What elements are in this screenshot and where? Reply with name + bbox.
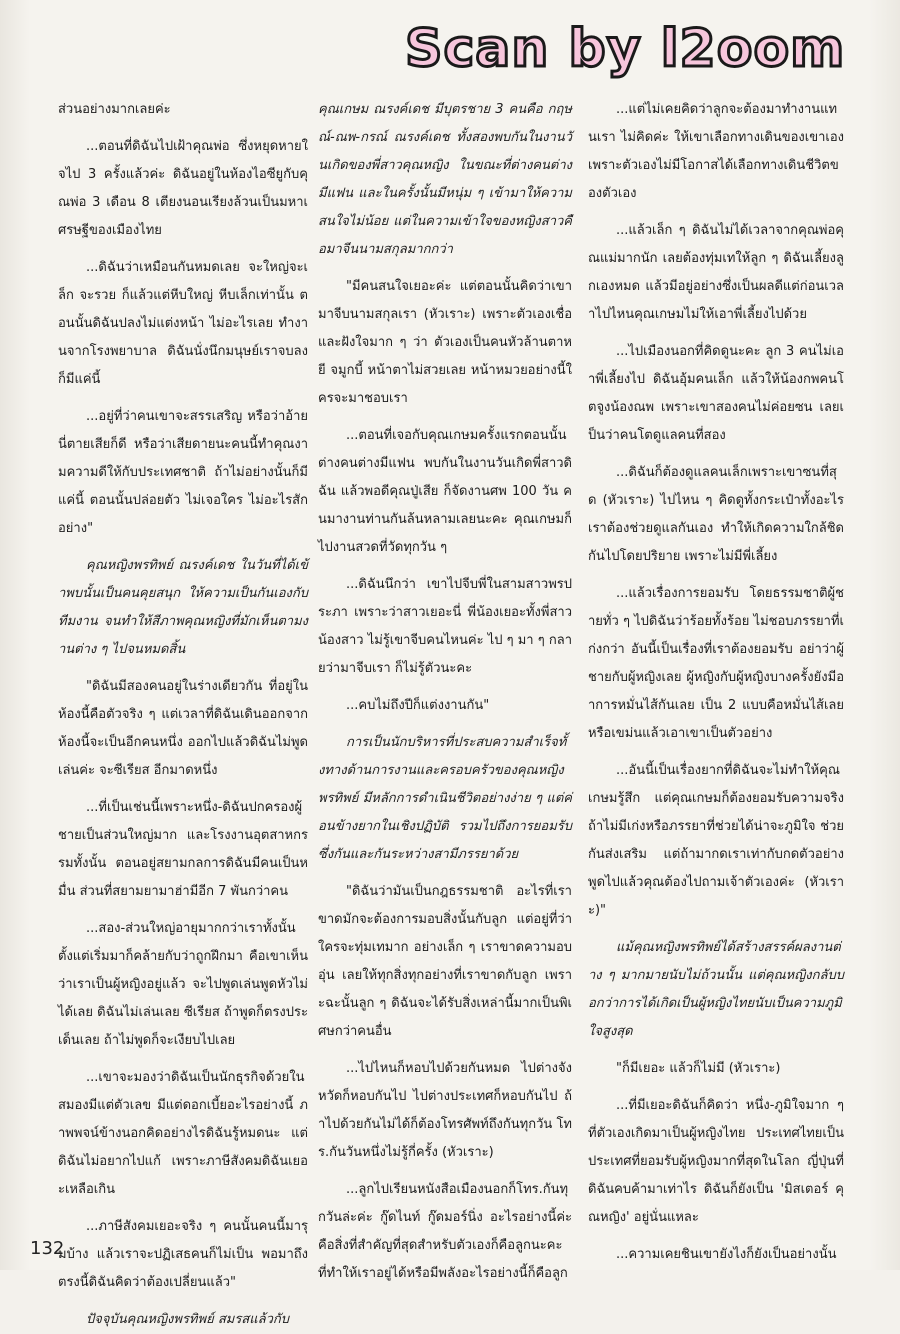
paragraph: ...ลูกไปเรียนหนังสือเมืองนอกก็โทร.กันทุกวันล่ะค่ะ กู๊ดไนท์ กู๊ดมอร์นิ่ง อะไรอย่างนี้ค่ะ คือสิ่งที่สำคัญที่สุดสำหรับตัวเองก็คือลูกนะคะ ที่ทำให้เราอยู่ได้หรือมีพลังอะไรอย่างนี้ก็คือลูก <box>318 1182 572 1281</box>
scan-watermark: Scan by l2oom <box>405 19 846 79</box>
paragraph: ...แล้วเล็ก ๆ ดิฉันไม่ได้เวลาจากคุณพ่อคุณแม่มากนัก เลยต้องทุ่มเทให้ลูก ๆ ดิฉันเลี้ยงลูกเองหมด แล้วมีอยู่อย่างซึ่งเป็นผลดีแต่ก่อนเวลาไปไหนคุณเกษมไม่ให้เอาพี่เลี้ยงไปด้วย <box>588 223 844 322</box>
paragraph: แม้คุณหญิงพรทิพย์ได้สร้างสรรค์ผลงานต่าง ๆ มากมายนับไม่ถ้วนนั้น แต่คุณหญิงกลับบอกว่าการได้เกิดเป็นผู้หญิงไทยนับเป็นความภูมิใจสูงสุด <box>588 940 844 1039</box>
paragraph: ...สอง-ส่วนใหญ่อายุมากกว่าเราทั้งนั้น ตั้งแต่เริ่มมาก็คล้ายกับว่าถูกฝึกมา คือเขาเห็นว่าเราเป็นผู้หญิงอยู่แล้ว จะไปพูดเล่นพูดหัวไม่ได้เลย ดิฉันไม่เล่นเลย ซีเรียส ถ้าพูดก็ตรงประเด็นเลย ถ้าไม่พูดก็จะเงียบไปเลย <box>58 921 308 1048</box>
page-number: 132 <box>30 1238 65 1259</box>
paragraph: ส่วนอย่างมากเลยค่ะ <box>58 102 171 117</box>
paragraph: ...ดิฉันว่าเหมือนกันหมดเลย จะใหญ่จะเล็ก จะรวย ก็แล้วแต่หีบใหญ่ หีบเล็กเท่านั้น ตอนนั้นดิฉันปลงไม่แต่งหน้า ไม่อะไรเลย ทำงานจากโรงพยาบาล ดิฉันนั่งนึกมนุษย์เราจบลงก็มีแค่นี้ <box>58 260 308 387</box>
paragraph: คุณหญิงพรทิพย์ ณรงค์เดช ในวันที่ได้เข้าพบนั้นเป็นคนคุยสนุก ให้ความเป็นกันเองกับทีมงาน จนทำให้สีภาพคุณหญิงที่มักเห็นตามงานต่าง ๆ ไปจนหมดสิ้น <box>58 558 308 657</box>
paragraph: ...อันนี้เป็นเรื่องยากที่ดิฉันจะไม่ทำให้คุณเกษมรู้สึก แต่คุณเกษมก็ต้องยอมรับความจริง ถ้าไม่มีเก่งหรือภรรยาที่ช่วยได้น่าจะภูมิใจ ช่วยกันส่งเสริม แต่ถ้ามากดเราเท่ากับกดตัวอย่าง พูดไปแล้วคุณต้องไปถามเจ้าตัวเองค่ะ (หัวเราะ)" <box>588 763 844 918</box>
paragraph: ...ความเคยชินเขายังไงก็ยังเป็นอย่างนั้น <box>616 1247 837 1262</box>
paragraph: ...อยู่ที่ว่าคนเขาจะสรรเสริญ หรือว่าอ้ายนี่ตายเสียก็ดี หรือว่าเสียดายนะคนนี้ทำคุณงามความดีให้กับประเทศชาติ ถ้าไม่อย่างนั้นก็มีแค่นี้ ตอนนั้นปล่อยตัว ไม่เจอใคร ไม่อะไรสักอย่าง" <box>58 409 308 536</box>
paragraph: ...ไปเมืองนอกที่คิดดูนะคะ ลูก 3 คนไม่เอาพี่เลี้ยงไป ดิฉันอุ้มคนเล็ก แล้วให้น้องกพคนโตจูงน้องณพ เพราะเขาสองคนไม่ค่อยซน เลยเป็นว่าคนโตดูแลคนที่สอง <box>588 344 844 443</box>
paragraph: "ดิฉันว่ามันเป็นกฎธรรมชาติ อะไรที่เราขาดมักจะต้องการมอบสิ่งนั้นกับลูก แต่อยู่ที่ว่าใครจะทุ่มเทมาก อย่างเล็ก ๆ เราขาดความอบอุ่น เลยให้ทุกสิ่งทุกอย่างที่เราขาดกับลูก เพราะฉะนั้นลูก ๆ ดิฉันจะได้รับสิ่งเหล่านี้มากเป็นพิเศษกว่าคนอื่น <box>318 884 572 1039</box>
paragraph: "ก็มีเยอะ แล้วก็ไม่มี (หัวเราะ) <box>616 1061 781 1076</box>
paragraph: "ดิฉันมีสองคนอยู่ในร่างเดียวกัน ที่อยู่ในห้องนี้คือตัวจริง ๆ แต่เวลาที่ดิฉันเดินออกจากห้องนี้จะเป็นอีกคนหนึ่ง ออกไปแล้วดิฉันไม่พูดเล่นค่ะ จะซีเรียส อีกมาดหนึ่ง <box>58 679 308 778</box>
paragraph: "มีคนสนใจเยอะค่ะ แต่ตอนนั้นคิดว่าเขามาจีบนามสกุลเรา (หัวเราะ) เพราะตัวเองเชื่อและฝังใจมาก ๆ ว่า ตัวเองเป็นคนหัวล้านตาหยี จมูกบี้ หน้าตาไม่สวยเลย หน้าหมวยอย่างนี้ใครจะมาชอบเรา <box>318 279 572 406</box>
text-column-1 <box>58 96 308 1327</box>
paragraph: ...ดิฉันก็ต้องดูแลคนเล็กเพราะเขาซนที่สุด (หัวเราะ) ไปไหน ๆ คิดดูทั้งกระเป๋าทั้งอะไร เราต้องช่วยดูแลกันเอง ทำให้เกิดความใกล้ชิดกันไปโดยปริยาย เพราะไม่มีพี่เลี้ยง <box>588 465 844 564</box>
paragraph: ...ที่มีเยอะดิฉันก็คิดว่า หนึ่ง-ภูมิใจมาก ๆ ที่ตัวเองเกิดมาเป็นผู้หญิงไทย ประเทศไทยเป็นประเทศที่ยอมรับผู้หญิงมากที่สุดในโลก ญี่ปุ่นที่ดิฉันคบค้ามาเท่าไร ดิฉันก็ยังเป็น 'มิสเตอร์ คุณหญิง' อยู่นั่นแหละ <box>588 1098 844 1225</box>
paragraph: ...ที่เป็นเช่นนี้เพราะหนึ่ง-ดิฉันปกครองผู้ชายเป็นส่วนใหญ่มาก และโรงงานอุตสาหกรรมทั้งนั้น ตอนอยู่สยามกลการดิฉันมีคนเป็นหมื่น ส่วนที่สยามยามาฮ่ามีอีก 7 พันกว่าคน <box>58 800 308 899</box>
paragraph: ปัจจุบันคุณหญิงพรทิพย์ สมรสแล้วกับ <box>86 1312 290 1327</box>
text-column-2 <box>318 96 572 1281</box>
paragraph: ...เขาจะมองว่าดิฉันเป็นนักธุรกิจด้วยในสมองมีแต่ตัวเลข มีแต่ดอกเบี้ยอะไรอย่างนี้ ภาพพจน์ข้างนอกคิดอย่างไรดิฉันรู้หมดนะ แต่ดิฉันไม่อยากไปแก้ เพราะภาษีสังคมดิฉันเยอะเหลือเกิน <box>58 1070 308 1197</box>
paragraph: การเป็นนักบริหารที่ประสบความสำเร็จทั้งทางด้านการงานและครอบครัวของคุณหญิงพรทิพย์ มีหลักการดำเนินชีวิตอย่างง่าย ๆ แต่ค่อนข้างยากในเชิงปฏิบัติ รวมไปถึงการยอมรับซึ่งกันและกันระหว่างสามีภรรยาด้วย <box>318 735 572 862</box>
paragraph: ...ตอนที่เจอกับคุณเกษมครั้งแรกตอนนั้นต่างคนต่างมีแฟน พบกันในงานวันเกิดพี่สาวดิฉัน แล้วพอดีคุณปู่เสีย ก็จัดงานศพ 100 วัน คนมางานท่านกันล้นหลามเลยนะคะ คุณเกษมก็ไปงานสวดที่วัดทุกวัน ๆ <box>318 428 572 555</box>
paragraph: คุณเกษม ณรงค์เดช มีบุตรชาย 3 คนคือ กฤษณ์-ณพ-กรณ์ ณรงค์เดช ทั้งสองพบกันในงานวันเกิดของพี่สาวคุณหญิง ในขณะที่ต่างคนต่างมีแฟน และในครั้งนั้นมีหนุ่ม ๆ เข้ามาให้ความสนใจไม่น้อย แต่ในความเข้าใจของหญิงสาวคือมาจีนนามสกุลมากกว่า <box>318 102 572 257</box>
paragraph: ...แล้วเรื่องการยอมรับ โดยธรรมชาติผู้ชายทั่ว ๆ ไปดิฉันว่าร้อยทั้งร้อย ไม่ชอบภรรยาที่เก่งกว่า อันนี้เป็นเรื่องที่เราต้องยอมรับ อย่าว่าผู้ชายกับผู้หญิงเลย ผู้หญิงกับผู้หญิงบางครั้งยังมีอาการหมั่นไส้กันเลย เป็น 2 แบบคือหมั่นไส้เลยหรือเขม่นแล้วเอาเขาเป็นตัวอย่าง <box>588 586 844 741</box>
paragraph: ...แต่ไม่เคยคิดว่าลูกจะต้องมาทำงานแทนเรา ไม่คิดค่ะ ให้เขาเลือกทางเดินของเขาเอง เพราะตัวเองไม่มีโอกาสได้เลือกทางเดินชีวิตของตัวเอง <box>588 102 844 201</box>
paragraph: ...ภาษีสังคมเยอะจริง ๆ คนนั้นคนนี้มารุมบ้าง แล้วเราจะปฏิเสธคนก็ไม่เป็น พอมาถึงตรงนี้ดิฉันคิดว่าต้องเปลี่ยนแล้ว" <box>58 1219 308 1290</box>
paragraph: ...ตอนที่ดิฉันไปเฝ้าคุณพ่อ ซึ่งหยุดหายใจไป 3 ครั้งแล้วค่ะ ดิฉันอยู่ในห้องไอซียูกับคุณพ่อ 3 เดือน 8 เตียงนอนเรียงล้วนเป็นมหาเศรษฐีของเมืองไทย <box>58 139 308 238</box>
paragraph: ...ไปไหนก็หอบไปด้วยกันหมด ไปต่างจังหวัดก็หอบกันไป ไปต่างประเทศก็หอบกันไป ถ้าไปด้วยกันไม่ได้ก็ต้องโทรศัพท์ถึงกันทุกวัน โทร.กันวันหนึ่งไม่รู้กี่ครั้ง (หัวเราะ) <box>318 1061 572 1160</box>
text-column-3 <box>588 96 844 1262</box>
paragraph: ...คบไม่ถึงปีก็แต่งงานกัน" <box>346 698 490 713</box>
paragraph: ...ดิฉันนึกว่า เขาไปจีบพี่ในสามสาวพรประภา เพราะว่าสาวเยอะนี่ พี่น้องเยอะทั้งพี่สาวน้องสาว ไม่รู้เขาจีบคนไหนค่ะ ไป ๆ มา ๆ กลายว่ามาจีบเรา ก็ไม่รู้ตัวนะคะ <box>318 577 572 676</box>
